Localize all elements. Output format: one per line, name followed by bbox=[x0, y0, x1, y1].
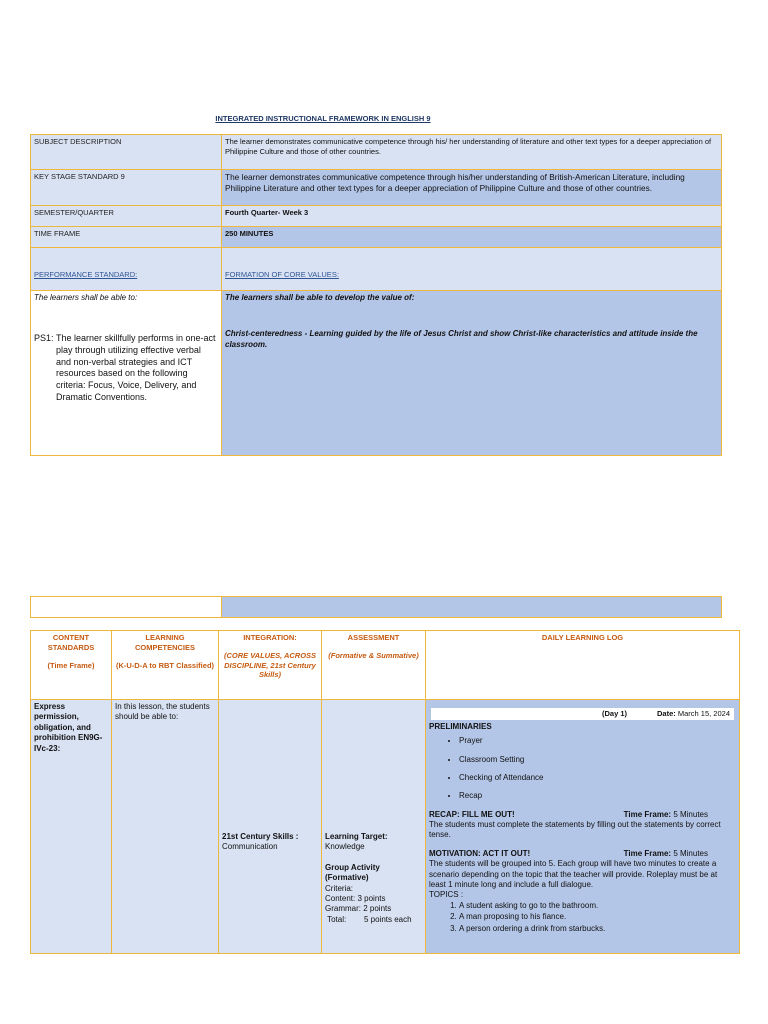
performance-standard-label: PERFORMANCE STANDARD: bbox=[34, 270, 138, 280]
learning-target-value: Knowledge bbox=[325, 842, 365, 852]
ps1-text: The learner skillfully performs in one-act play through utilizing effective verbal and non-verbal strategies and ICT resources based on the following criteria: Focus, Voice, Delivery, and Dramatic Conventions. bbox=[56, 333, 216, 402]
framework-table bbox=[30, 134, 722, 456]
integration-value: Communication bbox=[222, 842, 278, 852]
competencies-header: LEARNING COMPETENCIES bbox=[134, 633, 195, 652]
motivation-time-label: Time Frame: bbox=[623, 848, 672, 858]
competencies-subheader: (K-U-D-A to RBT Classified) bbox=[115, 660, 215, 670]
topics-label: TOPICS : bbox=[429, 890, 464, 900]
list-item: 3. A person ordering a drink from starbucks. bbox=[459, 924, 736, 934]
semester-value: Fourth Quarter- Week 3 bbox=[222, 206, 722, 227]
semester-label: SEMESTER/QUARTER bbox=[31, 206, 222, 227]
learners-left-text: The learners shall be able to: bbox=[34, 293, 138, 302]
core-values-label: FORMATION OF CORE VALUES: bbox=[225, 270, 339, 280]
time-frame-subheader: (Time Frame) bbox=[47, 660, 95, 670]
ps1-tag: PS1: bbox=[34, 333, 54, 344]
learners-right-text: The learners shall be able to develop the value of: bbox=[225, 293, 415, 302]
key-stage-label: KEY STAGE STANDARD 9 bbox=[31, 170, 222, 206]
spacer-cell-right bbox=[222, 597, 722, 618]
recap-title: RECAP: FILL ME OUT! bbox=[429, 809, 515, 819]
recap-time-label: Time Frame: bbox=[623, 809, 672, 819]
grammar-points: Grammar: 2 points bbox=[325, 904, 392, 914]
page-title: INTEGRATED INSTRUCTIONAL FRAMEWORK IN ENGLISH 9 bbox=[215, 114, 431, 123]
time-frame-label: TIME FRAME bbox=[31, 227, 222, 248]
assessment-header: ASSESSMENT bbox=[347, 633, 400, 642]
assessment-subheader: (Formative & Summative) bbox=[328, 650, 419, 660]
total-points: Total: 5 points each bbox=[325, 914, 412, 924]
list-item: • Prayer bbox=[459, 736, 736, 746]
content-standards-header: CONTENT STANDARDS bbox=[47, 633, 95, 652]
content-standard-cell: Express permission, obligation, and prohibition EN9G-IVc-23: bbox=[31, 700, 112, 954]
learning-log-table bbox=[30, 630, 740, 954]
integration-subheader: (CORE VALUES, ACROSS DISCIPLINE, 21st Century Skills) bbox=[223, 650, 317, 680]
daily-log-header: DAILY LEARNING LOG bbox=[541, 633, 624, 642]
list-item: 2. A man proposing to his fiance. bbox=[459, 912, 736, 922]
group-activity-label: Group Activity (Formative) bbox=[325, 862, 380, 883]
date-value: March 15, 2024 bbox=[677, 709, 730, 718]
subject-description-label: SUBJECT DESCRIPTION bbox=[31, 135, 222, 170]
topics-list bbox=[429, 901, 736, 934]
criteria-label: Criteria: bbox=[325, 883, 354, 893]
motivation-text: The students will be grouped into 5. Each group will have two minutes to create a scenario depending on the topic that the teacher will provide. Roleplay must be at least 1 minute long and include a full dialogue. bbox=[429, 859, 718, 890]
list-item: 1. A student asking to go to the bathroom. bbox=[459, 901, 736, 911]
recap-time-value: 5 Minutes bbox=[673, 809, 708, 819]
content-points: Content: 3 points bbox=[325, 893, 386, 903]
subject-description-value: The learner demonstrates communicative competence through his/ her understanding of literature and other text types for a deeper appreciation of Philippine Culture and those of other countries. bbox=[222, 135, 722, 170]
spacer-row bbox=[30, 596, 722, 618]
motivation-title: MOTIVATION: ACT IT OUT! bbox=[429, 848, 531, 858]
integration-header: INTEGRATION: bbox=[243, 633, 297, 642]
core-value-text: Christ-centeredness - Learning guided by the life of Jesus Christ and show Christ-like characteristics and attitude inside the classroom. bbox=[225, 329, 698, 349]
list-item: • Checking of Attendance bbox=[459, 773, 736, 783]
preliminaries-heading: PRELIMINARIES bbox=[429, 721, 492, 731]
key-stage-value: The learner demonstrates communicative competence through his/her understanding of British-American Literature, including Philippine Literature and other text types for a deeper appreciation of Philippine Culture and those of other countries. bbox=[222, 170, 722, 206]
day-label: (Day 1) bbox=[602, 709, 628, 718]
spacer-cell-left bbox=[31, 597, 222, 618]
recap-text: The students must complete the statements by filling out the statements by correct tense. bbox=[429, 820, 721, 840]
log-date-bar bbox=[431, 708, 734, 720]
motivation-time-value: 5 Minutes bbox=[673, 848, 708, 858]
learning-target-label: Learning Target: bbox=[325, 832, 388, 841]
competency-cell: In this lesson, the students should be able to: bbox=[112, 700, 219, 954]
date-label: Date: bbox=[657, 709, 676, 718]
list-item: • Classroom Setting bbox=[459, 755, 736, 765]
preliminaries-list bbox=[429, 736, 736, 802]
integration-label: 21st Century Skills : bbox=[222, 832, 299, 841]
time-frame-value: 250 MINUTES bbox=[222, 227, 722, 248]
list-item: • Recap bbox=[459, 791, 736, 801]
